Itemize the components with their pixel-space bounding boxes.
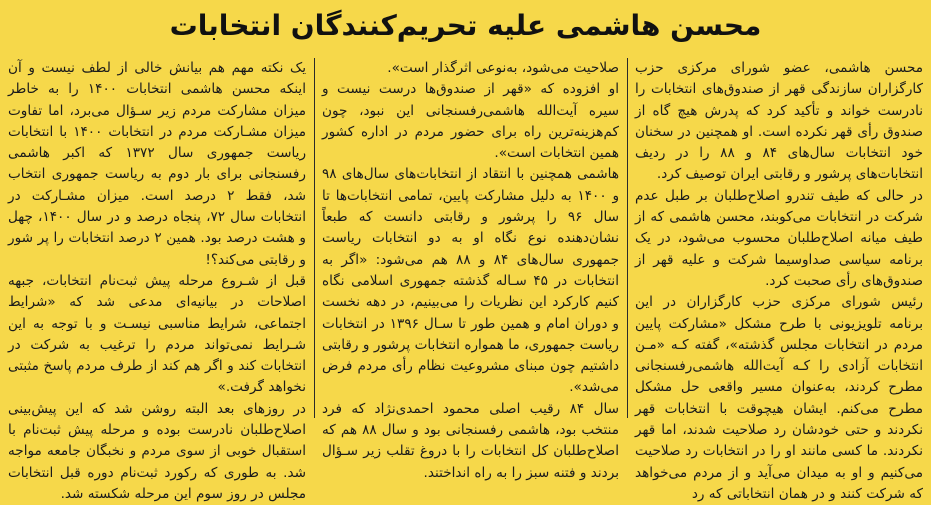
paragraph: قبل از شـروع مرحله پیش ثبت‌نام انتخابات، جبهه اصلاحات در بیانیه‌ای مدعی شد که «شرایط اجتماعی، شرایط مناسبی نیسـت و با توجه به این شـرایط نمی‌تواند مردم را ترغیب به شرکت در انتخابات کند و اگر هم کند از طرف مردم پاسخ مثبتی نخواهد گرفت.»: [8, 272, 306, 396]
paragraph: هاشمی همچنین با انتقاد از انتخابات‌های سال‌های ۹۸ و ۱۴۰۰ به دلیل مشارکت پایین، تمامی انتخابات‌ها تا سال ۹۶ را پرشور و رقابتی دانست که طبعاً نشان‌دهنده نوع نگاه او به دو انتخابات ریاست جمهوری سال‌های ۸۴ و ۸۸ هم می‌شود: «اگر به انتخابات در ۴۵ سـاله گذشته جمهوری اسلامی نگاه کنیم کارکرد این نظریات را می‌بینیم، در دهه نخست و دوران امام و همین طور تا سـال ۱۳۹۶ در انتخابات ریاست جمهوری، ما همواره انتخابات پرشور و رقابتی داشتیم چون مبنای مشروعیت نظام رأی مردم فرض می‌شد».: [322, 166, 620, 396]
column-divider: [627, 58, 628, 418]
paragraph: در روزهای بعد البته روشن شد که این پیش‌بینی اصلاح‌طلبان نادرست بوده و مرحله پیش ثبت‌نام با استقبال خوبی از سوی مردم و نخبگان جامعه مواجه شد. به طوری که رکورد ثبت‌نام دوره قبل انتخابات مجلس در روز سوم این مرحله شکسته شد.: [8, 400, 306, 502]
paragraph: در حالی که طیف تندرو اصلاح‌طلبان بر طبل عدم شرکت در انتخابات می‌کوبند، محسن هاشمی که از طیف میانه اصلاح‌طلبان محسوب می‌شود، در یک برنامه سیاسی صداوسیما شرکت و علیه قهر از صندوق‌های رأی صحبت کرد.: [635, 187, 923, 289]
paragraph: سال ۸۴ رقیب اصلی محمود احمدی‌نژاد که فرد منتخب بود، هاشمی رفسنجانی بود و سال ۸۸ هم که اصلاح‌طلبان کل انتخابات را با دروغ تقلب زیر سـؤال بردند و فتنه سبز را به راه انداختند.: [322, 400, 619, 481]
paragraph: او افزوده که «قهر از صندوق‌ها درست نیست و سیره آیت‌الله هاشمی‌رفسنجانی این نبود، چون کم‌هزینه‌ترین راه برای حضور مردم در اداره کشور همین انتخابات است».: [322, 81, 619, 162]
paragraph: محسن هاشمی، عضو شورای مرکزی حزب کارگزاران سازندگی قهر از صندوق‌های انتخابات را نادرست خواند و تأکید کرد که پدرش هیچ گاه از صندوق رأی قهر نکرده است. او همچنین در سخنان خود انتخابات سال‌های ۸۴ و ۸۸ را در ردیف انتخابات‌های پرشور و رقابتی ایران توصیف کرد.: [635, 60, 923, 183]
article-column-right: [635, 58, 923, 502]
paragraph: یک نکته مهم هم بیانش خالی از لطف نیست و آن اینکه محسن هاشمی انتخابات ۱۴۰۰ را به خاطر میزان مشارکت مردم زیر سـؤال می‌برد، اما تفاوت میزان مشـارکت مردم در انتخابات ۱۴۰۰ با انتخابات ریاست جمهوری سال ۱۳۷۲ که اکبر هاشمی رفسنجانی برای بار دوم به ریاست جمهوری انتخاب شد، فقط ۲ درصد است. میزان مشـارکت در انتخابات سال ۷۲، پنجاه درصد و در سال ۱۴۰۰، چهل و هشت درصد بود. همین ۲ درصد انتخابات را پر شور و رقابتی می‌کند؟!: [8, 60, 307, 268]
column-divider: [314, 58, 315, 418]
paragraph: صلاحیت می‌شود، به‌نوعی اثرگذار است».: [387, 60, 619, 76]
article-column-middle: [322, 58, 620, 481]
headline: محسن هاشمی علیه تحریم‌کنندگان انتخابات: [169, 9, 762, 42]
article-column-left: [8, 58, 307, 502]
paragraph: رئیس شورای مرکزی حزب کارگزاران در این برنامه تلویزیونی با طرح مشکل «مشارکت پایین مردم در انتخابات مجلس گذشته»، گفته کـه «مـن انتخابات آزادی را کـه آیت‌الله هاشمی‌رفسنجانی مطرح کردند، به‌عنوان مسیر واقعی حل مشکل مطرح می‌کنم. ایشان هیچوقت با انتخابات قهر نکردند و حتی خودشان رد صلاحیت شدند، اما قهر نکردند. ما کسی مانند او را در انتخابات رد صلاحیت می‌کنیم و او به میدان می‌آید و از مردم می‌خواهد که شرکت کنند و در همان انتخاباتی که رد: [635, 294, 923, 502]
